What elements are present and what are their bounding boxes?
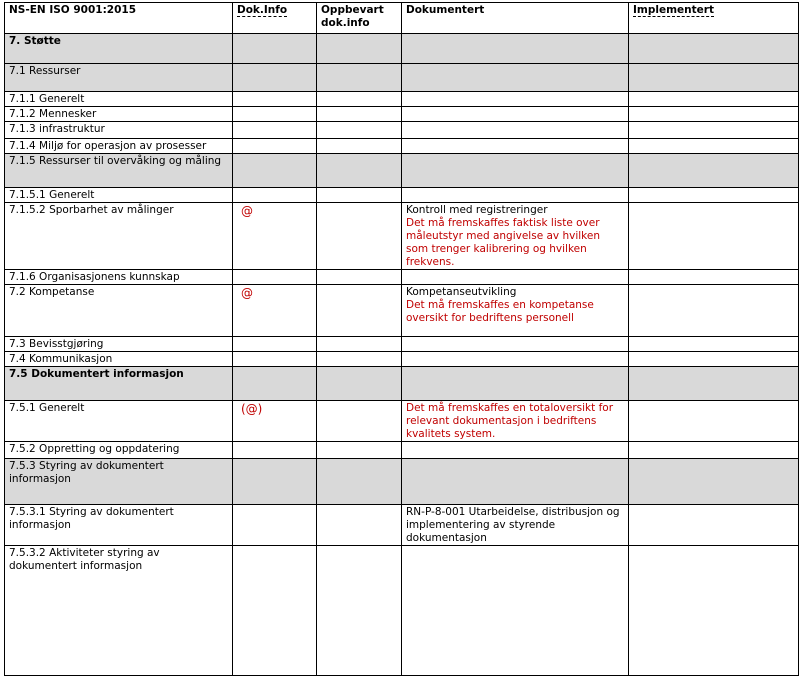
cell-dokumentert bbox=[402, 188, 629, 203]
cell-implementert bbox=[629, 34, 799, 64]
row-label: 7.5.2 Oppretting og oppdatering bbox=[5, 442, 233, 459]
table-row bbox=[5, 337, 799, 352]
cell-implementert bbox=[629, 92, 799, 107]
table-row bbox=[5, 352, 799, 367]
cell-oppbevart bbox=[317, 107, 402, 122]
row-label: 7.1.1 Generelt bbox=[5, 92, 233, 107]
cell-oppbevart bbox=[317, 188, 402, 203]
cell-oppbevart bbox=[317, 505, 402, 546]
cell-oppbevart bbox=[317, 203, 402, 270]
cell-oppbevart bbox=[317, 442, 402, 459]
cell-dok-info bbox=[233, 64, 317, 92]
cell-dokumentert bbox=[402, 442, 629, 459]
table-row bbox=[5, 459, 799, 505]
cell-oppbevart bbox=[317, 352, 402, 367]
cell-dokumentert bbox=[402, 64, 629, 92]
cell-dokumentert bbox=[402, 270, 629, 285]
row-label: 7.4 Kommunikasjon bbox=[5, 352, 233, 367]
requirements-table bbox=[4, 2, 799, 676]
row-label: 7.1.5.2 Sporbarhet av målinger bbox=[5, 203, 233, 270]
documented-text: RN-P-8-001 Utarbeidelse, distribusjon og implementering av styrende dokumentasjon bbox=[406, 506, 620, 544]
cell-dok-info bbox=[233, 401, 317, 442]
cell-dokumentert bbox=[402, 92, 629, 107]
row-label: 7. Støtte bbox=[5, 34, 233, 64]
table-row bbox=[5, 442, 799, 459]
cell-implementert bbox=[629, 285, 799, 337]
cell-dok-info bbox=[233, 92, 317, 107]
cell-oppbevart bbox=[317, 285, 402, 337]
table-row bbox=[5, 64, 799, 92]
cell-oppbevart bbox=[317, 92, 402, 107]
row-label: 7.1.4 Miljø for operasjon av prosesser bbox=[5, 139, 233, 154]
table-row bbox=[5, 92, 799, 107]
cell-oppbevart bbox=[317, 459, 402, 505]
cell-oppbevart bbox=[317, 367, 402, 401]
cell-dok-info bbox=[233, 459, 317, 505]
cell-implementert bbox=[629, 442, 799, 459]
cell-oppbevart bbox=[317, 337, 402, 352]
cell-implementert bbox=[629, 64, 799, 92]
row-label: 7.1.5.1 Generelt bbox=[5, 188, 233, 203]
cell-dok-info bbox=[233, 352, 317, 367]
table-row bbox=[5, 203, 799, 270]
cell-dok-info bbox=[233, 188, 317, 203]
cell-dok-info bbox=[233, 285, 317, 337]
action-note: Det må fremskaffes en totaloversikt for relevant dokumentasjon i bedriftens kvalitets system. bbox=[406, 402, 614, 440]
header-dok-info-label: Dok.Info bbox=[237, 4, 288, 16]
cell-implementert bbox=[629, 401, 799, 442]
cell-dokumentert bbox=[402, 122, 629, 139]
row-label: 7.5.1 Generelt bbox=[5, 401, 233, 442]
cell-dokumentert bbox=[402, 337, 629, 352]
row-label: 7.5.3 Styring av dokumentert informasjon bbox=[5, 459, 233, 505]
cell-oppbevart bbox=[317, 270, 402, 285]
cell-oppbevart bbox=[317, 154, 402, 188]
cell-dok-info bbox=[233, 337, 317, 352]
table-row bbox=[5, 122, 799, 139]
cell-oppbevart bbox=[317, 139, 402, 154]
cell-oppbevart bbox=[317, 546, 402, 676]
cell-dok-info bbox=[233, 139, 317, 154]
cell-dok-info bbox=[233, 505, 317, 546]
cell-dok-info bbox=[233, 442, 317, 459]
header-dokumentert: Dokumentert bbox=[402, 3, 629, 34]
cell-implementert bbox=[629, 270, 799, 285]
cell-implementert bbox=[629, 107, 799, 122]
table-row bbox=[5, 505, 799, 546]
cell-dokumentert bbox=[402, 154, 629, 188]
cell-implementert bbox=[629, 546, 799, 676]
cell-dok-info bbox=[233, 122, 317, 139]
header-row bbox=[5, 3, 799, 34]
cell-dok-info bbox=[233, 154, 317, 188]
reference-marker: @ bbox=[241, 204, 253, 218]
cell-implementert bbox=[629, 367, 799, 401]
cell-dok-info bbox=[233, 34, 317, 64]
row-label: 7.5 Dokumentert informasjon bbox=[5, 367, 233, 401]
cell-implementert bbox=[629, 337, 799, 352]
header-dok-info bbox=[233, 3, 317, 34]
cell-implementert bbox=[629, 122, 799, 139]
cell-dok-info bbox=[233, 203, 317, 270]
cell-dokumentert bbox=[402, 367, 629, 401]
documented-text: Kompetanseutvikling bbox=[406, 286, 517, 298]
row-label: 7.1.5 Ressurser til overvåking og måling bbox=[5, 154, 233, 188]
table-row bbox=[5, 367, 799, 401]
cell-dokumentert bbox=[402, 139, 629, 154]
cell-implementert bbox=[629, 154, 799, 188]
action-note: Det må fremskaffes en kompetanse oversikt for bedriftens personell bbox=[406, 299, 594, 324]
action-note: Det må fremskaffes faktisk liste over måleutstyr med angivelse av hvilken som trenger kalibrering og hvilken frekvens. bbox=[406, 217, 600, 268]
cell-dokumentert bbox=[402, 34, 629, 64]
cell-implementert bbox=[629, 203, 799, 270]
row-label: 7.1 Ressurser bbox=[5, 64, 233, 92]
documented-text: Kontroll med registreringer bbox=[406, 204, 548, 216]
cell-oppbevart bbox=[317, 64, 402, 92]
cell-dokumentert bbox=[402, 505, 629, 546]
cell-implementert bbox=[629, 505, 799, 546]
cell-dokumentert bbox=[402, 107, 629, 122]
table-row bbox=[5, 139, 799, 154]
row-label: 7.1.2 Mennesker bbox=[5, 107, 233, 122]
table-row bbox=[5, 107, 799, 122]
cell-dok-info bbox=[233, 546, 317, 676]
row-label: 7.1.3 infrastruktur bbox=[5, 122, 233, 139]
header-implementert bbox=[629, 3, 799, 34]
cell-dokumentert bbox=[402, 285, 629, 337]
cell-oppbevart bbox=[317, 401, 402, 442]
table-row bbox=[5, 401, 799, 442]
cell-dokumentert bbox=[402, 352, 629, 367]
header-oppbevart: Oppbevart dok.info bbox=[317, 3, 402, 34]
row-label: 7.5.3.1 Styring av dokumentert informasjon bbox=[5, 505, 233, 546]
cell-oppbevart bbox=[317, 34, 402, 64]
cell-dok-info bbox=[233, 367, 317, 401]
cell-dokumentert bbox=[402, 459, 629, 505]
cell-dokumentert bbox=[402, 401, 629, 442]
cell-dokumentert bbox=[402, 203, 629, 270]
cell-implementert bbox=[629, 459, 799, 505]
cell-implementert bbox=[629, 139, 799, 154]
header-implementert-label: Implementert bbox=[633, 4, 714, 16]
row-label: 7.1.6 Organisasjonens kunnskap bbox=[5, 270, 233, 285]
header-standard: NS-EN ISO 9001:2015 bbox=[5, 3, 233, 34]
reference-marker: @ bbox=[241, 286, 253, 300]
row-label: 7.3 Bevisstgjøring bbox=[5, 337, 233, 352]
table-row bbox=[5, 270, 799, 285]
table-row bbox=[5, 188, 799, 203]
cell-dokumentert bbox=[402, 546, 629, 676]
table-row bbox=[5, 285, 799, 337]
cell-dok-info bbox=[233, 270, 317, 285]
table-row bbox=[5, 546, 799, 676]
reference-marker: (@) bbox=[241, 402, 263, 416]
row-label: 7.2 Kompetanse bbox=[5, 285, 233, 337]
cell-dok-info bbox=[233, 107, 317, 122]
cell-implementert bbox=[629, 352, 799, 367]
table-row bbox=[5, 34, 799, 64]
table-row bbox=[5, 154, 799, 188]
row-label: 7.5.3.2 Aktiviteter styring av dokumentert informasjon bbox=[5, 546, 233, 676]
cell-implementert bbox=[629, 188, 799, 203]
cell-oppbevart bbox=[317, 122, 402, 139]
